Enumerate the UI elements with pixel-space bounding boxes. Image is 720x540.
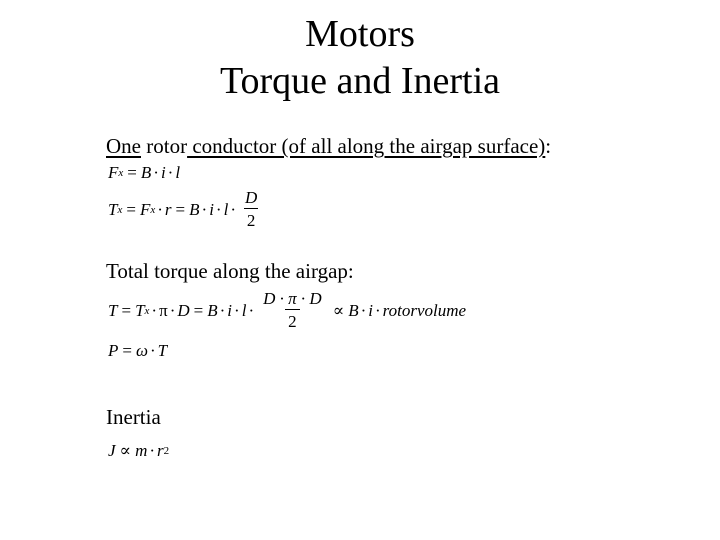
eq-symbol: B: [207, 300, 218, 320]
heading-fragment: One: [106, 134, 141, 158]
eq-dot: ·: [234, 300, 240, 320]
eq-symbol: B: [189, 199, 200, 219]
eq-operator: =: [126, 199, 136, 219]
eq-operator-proportional: ∝: [119, 441, 132, 460]
equation-torque-conductor: [108, 188, 264, 231]
eq-symbol: T: [157, 341, 168, 360]
eq-superscript: 2: [163, 445, 170, 457]
equation-total-torque: [108, 289, 466, 332]
eq-symbol-omega: ω: [135, 341, 148, 360]
fraction-denominator: 2: [244, 208, 259, 231]
heading-fragment: rotor: [146, 134, 188, 158]
eq-subscript: x: [118, 167, 124, 179]
eq-symbol: l: [241, 300, 247, 320]
eq-dot: ·: [375, 300, 381, 320]
eq-symbol: D: [177, 300, 190, 320]
equation-force: [108, 163, 180, 183]
eq-symbol: i: [209, 199, 214, 219]
eq-symbol: T: [108, 199, 118, 219]
eq-operator: =: [193, 300, 204, 320]
eq-dot: ·: [167, 163, 174, 182]
eq-dot: ·: [169, 300, 176, 320]
eq-fraction: [242, 188, 260, 231]
eq-operator-proportional: ∝: [332, 300, 345, 320]
eq-symbol: B: [348, 300, 359, 320]
eq-operator: =: [122, 341, 132, 360]
fraction-numerator: D: [245, 188, 258, 207]
eq-fraction: [260, 289, 325, 332]
eq-symbol: l: [175, 163, 181, 182]
eq-symbol: m: [135, 441, 148, 460]
eq-dot: ·: [248, 300, 255, 320]
eq-symbol: T: [135, 300, 145, 320]
eq-symbol: F: [139, 199, 151, 219]
equation-inertia: [108, 441, 169, 461]
eq-dot: ·: [219, 300, 226, 320]
slide-title-line2: Torque and Inertia: [219, 60, 501, 102]
eq-subscript: x: [117, 203, 123, 216]
eq-dot: ·: [151, 300, 158, 320]
eq-subscript: x: [150, 203, 156, 216]
eq-dot: ·: [149, 441, 156, 460]
eq-symbol: B: [140, 163, 152, 182]
fraction-numerator: D · π · D: [263, 289, 322, 308]
heading-fragment: conductor (of all along the airgap surface): [187, 134, 546, 158]
eq-symbol: i: [160, 163, 166, 182]
eq-symbol: r: [157, 441, 164, 460]
eq-symbol: i: [227, 300, 233, 320]
eq-dot: ·: [150, 341, 156, 360]
section-heading-inertia: Inertia: [106, 405, 161, 429]
section-heading-total-torque: Total torque along the airgap:: [106, 259, 354, 283]
slide-title-line1: Motors: [305, 13, 415, 55]
eq-symbol-rotorvolume: rotorvolume: [382, 300, 467, 320]
eq-dot: ·: [215, 199, 222, 219]
eq-symbol: l: [223, 199, 229, 219]
eq-symbol-pi: π: [159, 300, 168, 320]
eq-dot: ·: [230, 199, 236, 219]
eq-symbol: T: [108, 300, 118, 320]
eq-operator: =: [175, 199, 186, 219]
fraction-denominator: 2: [285, 309, 300, 332]
eq-dot: ·: [201, 199, 208, 219]
eq-subscript: x: [144, 304, 150, 317]
eq-symbol: i: [368, 300, 373, 320]
eq-symbol: r: [164, 199, 172, 219]
eq-dot: ·: [360, 300, 367, 320]
heading-fragment: :: [545, 134, 552, 158]
eq-symbol: P: [108, 341, 119, 360]
equation-power: [108, 341, 167, 361]
section-heading-rotor-conductor: [106, 134, 551, 158]
eq-dot: ·: [153, 163, 159, 182]
eq-operator: =: [127, 163, 137, 182]
eq-dot: ·: [157, 199, 163, 219]
eq-symbol: J: [108, 441, 116, 460]
eq-symbol: F: [108, 163, 119, 182]
eq-operator: =: [121, 300, 132, 320]
